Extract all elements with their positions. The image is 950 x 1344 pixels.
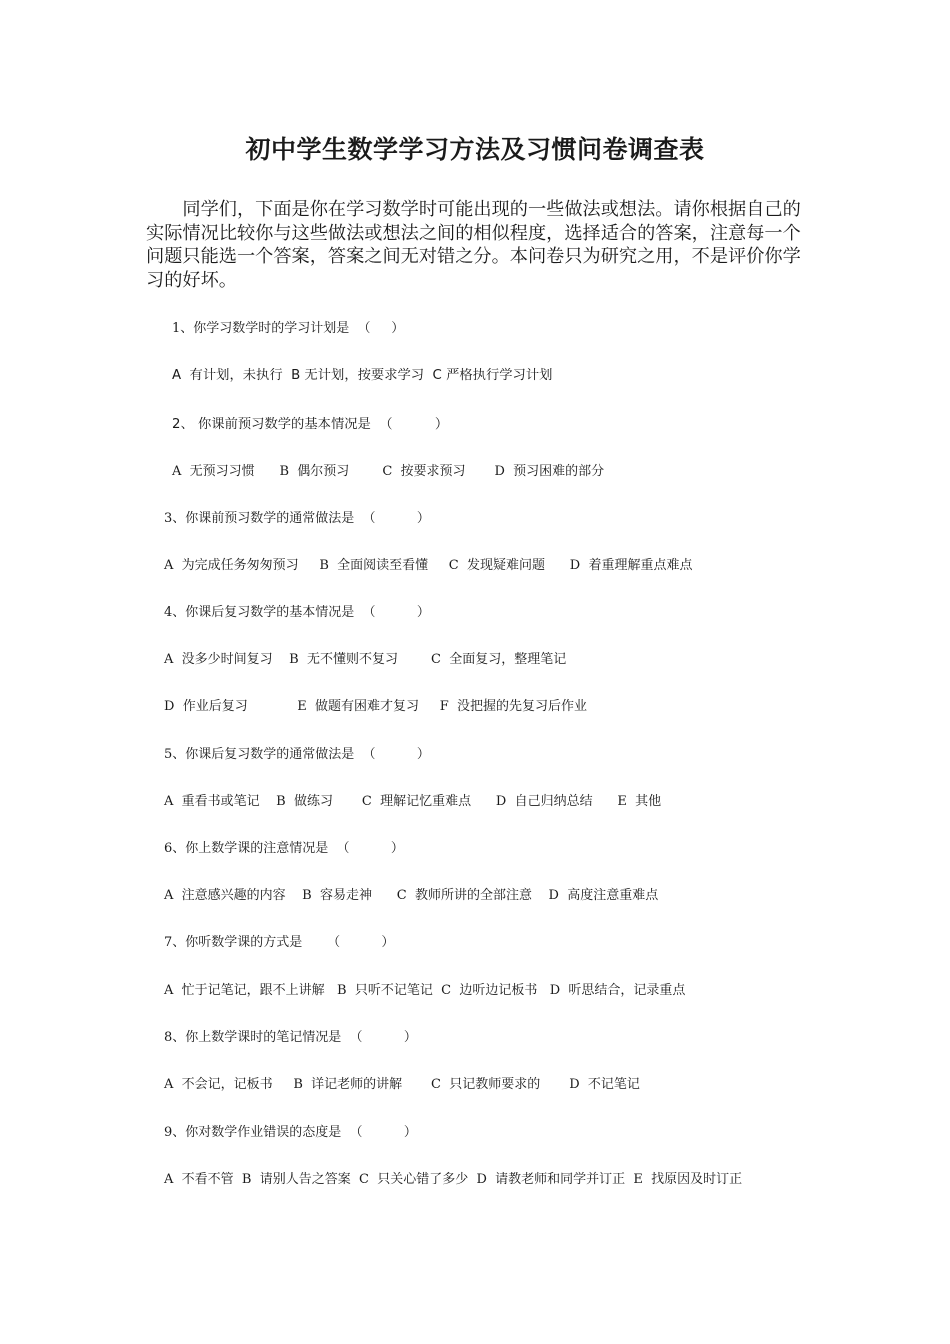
question-5: 5、你课后复习数学的通常做法是 （ ） bbox=[164, 747, 430, 762]
question-6-options: A 注意感兴趣的内容 B 容易走神 C 教师所讲的全部注意 D 高度注意重难点 bbox=[164, 888, 659, 903]
question-2-options: A 无预习习惯 B 偶尔预习 C 按要求预习 D 预习困难的部分 bbox=[172, 464, 605, 479]
question-6: 6、你上数学课的注意情况是 （ ） bbox=[164, 841, 404, 856]
question-9: 9、你对数学作业错误的态度是 （ ） bbox=[164, 1125, 417, 1140]
question-4-options-row-1: A 没多少时间复习 B 无不懂则不复习 C 全面复习，整理笔记 bbox=[164, 652, 567, 667]
question-7-options: A 忙于记笔记，跟不上讲解 B 只听不记笔记 C 边听边记板书 D 听思结合，记录重点 bbox=[164, 983, 686, 998]
intro-paragraph: 同学们，下面是你在学习数学时可能出现的一些做法或想法。请你根据自己的实际情况比较你与这些做法或想法之间的相似程度，选择适合的答案，注意每一个问题只能选一个答案，答案之间无对错之分。本问卷只为研究之用，不是评价你学习的好坏。 bbox=[146, 199, 801, 291]
question-8-options: A 不会记，记板书 B 详记老师的讲解 C 只记教师要求的 D 不记笔记 bbox=[164, 1077, 640, 1092]
question-2: 2、 你课前预习数学的基本情况是 （ ） bbox=[172, 417, 449, 432]
question-4: 4、你课后复习数学的基本情况是 （ ） bbox=[164, 605, 430, 620]
question-1-options: A 有计划，未执行 B 无计划，按要求学习 C 严格执行学习计划 bbox=[172, 368, 553, 383]
question-7: 7、你听数学课的方式是 （ ） bbox=[164, 935, 395, 950]
document-title: 初中学生数学学习方法及习惯问卷调查表 bbox=[245, 135, 705, 164]
question-3: 3、你课前预习数学的通常做法是 （ ） bbox=[164, 511, 430, 526]
question-9-options: A 不看不管 B 请别人告之答案 C 只关心错了多少 D 请教老师和同学并订正 E 找原因及时订正 bbox=[164, 1172, 743, 1187]
question-5-options: A 重看书或笔记 B 做练习 C 理解记忆重难点 D 自己归纳总结 E 其他 bbox=[164, 794, 662, 809]
question-4-options-row-2: D 作业后复习 E 做题有困难才复习 F 没把握的先复习后作业 bbox=[164, 699, 587, 714]
question-8: 8、你上数学课时的笔记情况是 （ ） bbox=[164, 1030, 417, 1045]
question-3-options: A 为完成任务匆匆预习 B 全面阅读至看懂 C 发现疑难问题 D 着重理解重点难点 bbox=[164, 558, 693, 573]
question-1: 1、你学习数学时的学习计划是 （ ） bbox=[172, 321, 405, 336]
